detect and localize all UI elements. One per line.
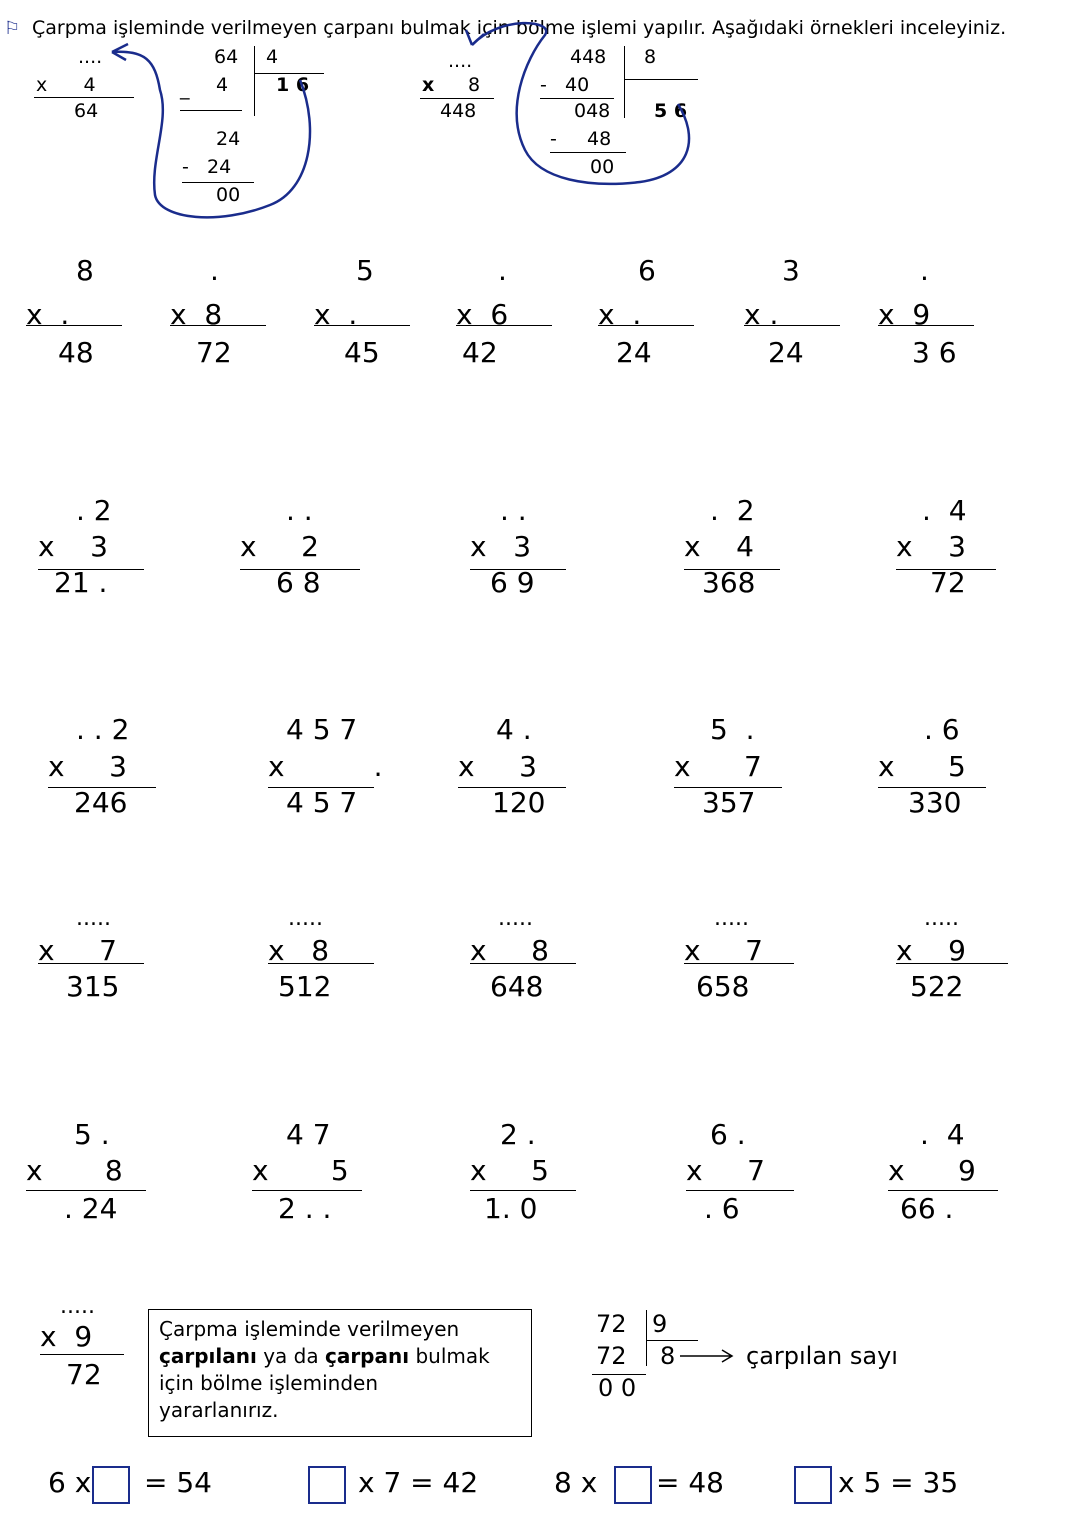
row1-problem-2-top: . [210, 254, 219, 287]
row4-problem-2-result: 512 [278, 970, 332, 1003]
row3-problem-1-result: 246 [74, 786, 128, 819]
info-line-4: yararlanırız. [159, 1398, 279, 1422]
ex1-sub2: - 24 [182, 156, 232, 178]
row1-problem-6-mult: x . [744, 298, 779, 331]
row5-problem-5-top: . 4 [920, 1118, 965, 1151]
side-sub: 72 [596, 1342, 627, 1370]
row4-problem-3-result: 648 [490, 970, 544, 1003]
row4-problem-2-line [268, 963, 374, 964]
row2-problem-4-mult: x 4 [684, 530, 754, 563]
row4-problem-3-top: ..... [498, 906, 533, 931]
row1-problem-2-line [170, 325, 266, 326]
row5-problem-1-result: . 24 [64, 1192, 118, 1225]
ex2-rem2: 00 [590, 156, 615, 178]
row4-problem-2-mult: x 8 [268, 934, 330, 967]
row2-problem-1-mult: x 3 [38, 530, 108, 563]
row3-problem-2-mult: x . [268, 750, 383, 783]
row3-problem-1-mult: x 3 [48, 750, 127, 783]
row1-problem-2-result: 72 [196, 336, 232, 369]
info-line-2 [159, 1343, 521, 1370]
row5-problem-5-line [888, 1190, 998, 1191]
side-rem: 0 0 [598, 1374, 637, 1402]
row1-problem-3-result: 45 [344, 336, 380, 369]
row3-problem-5-mult: x 5 [878, 750, 966, 783]
last-top: ..... [60, 1294, 95, 1319]
row4-problem-3-line [470, 963, 576, 964]
row1-problem-4-mult: x 6 [456, 298, 509, 331]
ex2-result: 448 [440, 100, 477, 122]
row1-problem-4-line [456, 325, 552, 326]
eq1-right: = 54 [144, 1466, 212, 1499]
row4-problem-4-top: ..... [714, 906, 749, 931]
row1-problem-7-mult: x 9 [878, 298, 931, 331]
info-box [148, 1309, 532, 1437]
row3-problem-3-result: 120 [492, 786, 546, 819]
row4-problem-2-top: ..... [288, 906, 323, 931]
row4-problem-1-line [38, 963, 144, 964]
row1-problem-3-mult: x . [314, 298, 358, 331]
row2-problem-3-mult: x 3 [470, 530, 532, 563]
row4-problem-1-top: ..... [76, 906, 111, 931]
ex2-div-vline [624, 46, 625, 118]
row5-problem-2-result: 2 . . [278, 1192, 332, 1225]
ex1-rem2: 00 [216, 184, 241, 206]
ex1-divisor: 4 [266, 46, 279, 68]
row3-problem-1-top: . . 2 [76, 713, 130, 746]
eq2-answer-box[interactable] [308, 1466, 346, 1504]
row5-problem-1-line [26, 1190, 146, 1191]
row1-problem-6-top: 3 [782, 254, 800, 287]
ex1-dividend: 64 [214, 46, 239, 68]
row2-problem-3-result: 6 9 [490, 566, 535, 599]
row1-problem-3-line [314, 325, 410, 326]
row1-problem-5-top: 6 [638, 254, 656, 287]
row5-problem-2-top: 4 7 [286, 1118, 331, 1151]
info-bold-2: çarpanı [324, 1344, 410, 1368]
row2-problem-2-mult: x 2 [240, 530, 319, 563]
eq3-answer-box[interactable] [614, 1466, 652, 1504]
ex2-dividend: 448 [570, 46, 607, 68]
row5-problem-2-mult: x 5 [252, 1154, 349, 1187]
info-mid-2: bulmak [409, 1344, 490, 1368]
ex1-result: 64 [74, 100, 99, 122]
row1-problem-5-mult: x . [598, 298, 642, 331]
eq2-right: x 7 = 42 [358, 1466, 479, 1499]
row4-problem-1-mult: x 7 [38, 934, 117, 967]
row5-problem-5-result: 66 . [900, 1192, 954, 1225]
side-label: çarpılan sayı [746, 1342, 898, 1370]
row3-problem-4-top: 5 . [710, 713, 755, 746]
eq3-right: = 48 [656, 1466, 724, 1499]
row1-problem-6-line [744, 325, 840, 326]
eq1-left: 6 x [48, 1466, 92, 1499]
side-quotient: 8 [660, 1342, 676, 1370]
row2-problem-3-top: . . [500, 494, 527, 527]
ex2-sub2: - 48 [550, 128, 612, 150]
row5-problem-3-line [470, 1190, 576, 1191]
row2-problem-5-mult: x 3 [896, 530, 966, 563]
row3-problem-5-top: . 6 [924, 713, 960, 746]
row5-problem-3-result: 1. 0 [484, 1192, 538, 1225]
ex2-divisor: 8 [644, 46, 657, 68]
row1-problem-3-top: 5 [356, 254, 374, 287]
side-vline [646, 1310, 647, 1366]
row5-problem-4-mult: x 7 [686, 1154, 765, 1187]
row1-problem-1-top: 8 [76, 254, 94, 287]
row2-problem-2-top: . . [286, 494, 313, 527]
row3-problem-5-result: 330 [908, 786, 962, 819]
row4-problem-5-top: ..... [924, 906, 959, 931]
ex2-quotient: 5 6 [654, 100, 688, 122]
ex1-quotient: 1 6 [276, 74, 310, 96]
eq3-left: 8 x [554, 1466, 598, 1499]
info-line-1: Çarpma işleminde verilmeyen [159, 1317, 460, 1341]
ex1-line [34, 97, 134, 98]
row5-problem-4-top: 6 . [710, 1118, 746, 1151]
info-mid-1: ya da [256, 1344, 325, 1368]
side-dividend: 72 [596, 1310, 627, 1338]
last-line [40, 1354, 124, 1355]
ex1-sub1: 4 [216, 74, 229, 96]
row1-problem-1-line [26, 325, 122, 326]
row1-problem-2-mult: x 8 [170, 298, 223, 331]
eq4-right: x 5 = 35 [838, 1466, 959, 1499]
row4-problem-5-result: 522 [910, 970, 964, 1003]
row5-problem-4-line [686, 1190, 794, 1191]
row2-problem-1-top: . 2 [76, 494, 112, 527]
row4-problem-4-mult: x 7 [684, 934, 763, 967]
instruction-text: Çarpma işleminde verilmeyen çarpanı bulmak için bölme işlemi yapılır. Aşağıdaki örnekleri inceleyiniz. [32, 17, 1007, 39]
side-divisor: 9 [652, 1310, 668, 1338]
row1-problem-1-mult: x . [26, 298, 70, 331]
ex2-top: .... [448, 50, 473, 72]
row1-problem-7-result: 3 6 [912, 336, 957, 369]
ex2-line [420, 98, 494, 99]
ex1-rem1: 24 [216, 128, 241, 150]
last-result: 72 [66, 1358, 102, 1391]
row5-problem-4-result: . 6 [704, 1192, 740, 1225]
ex1-top: .... [78, 46, 103, 68]
ex2-div-hline [624, 79, 698, 80]
row1-problem-4-result: 42 [462, 336, 498, 369]
row4-problem-4-line [684, 963, 794, 964]
ex2-mult: 8 [468, 74, 481, 96]
side-hline [646, 1340, 698, 1341]
row1-problem-1-result: 48 [58, 336, 94, 369]
row4-problem-4-result: 658 [696, 970, 750, 1003]
row3-problem-2-result: 4 5 7 [286, 786, 358, 819]
row2-problem-2-result: 6 8 [276, 566, 321, 599]
ex2-sub1: - 40 [540, 74, 590, 96]
info-bold-1: çarpılanı [159, 1344, 257, 1368]
ex2-rem1: 048 [574, 100, 611, 122]
ex1-sub-line [180, 110, 242, 111]
row3-problem-2-top: 4 5 7 [286, 713, 358, 746]
flag-icon: ⚐ [4, 18, 21, 39]
row1-problem-7-top: . [920, 254, 929, 287]
row5-problem-3-mult: x 5 [470, 1154, 549, 1187]
ex2-sub-line [540, 98, 614, 99]
row2-problem-1-result: 21 . [54, 566, 108, 599]
row1-problem-5-line [598, 325, 694, 326]
row4-problem-3-mult: x 8 [470, 934, 549, 967]
row2-problem-5-result: 72 [930, 566, 966, 599]
row1-problem-4-top: . [498, 254, 507, 287]
row3-problem-3-top: 4 . [496, 713, 532, 746]
ex2-x: x [422, 74, 435, 96]
ex2-sub2-line [550, 152, 626, 153]
ex1-minus: _ [180, 78, 190, 100]
row3-problem-3-mult: x 3 [458, 750, 537, 783]
row2-problem-4-top: . 2 [710, 494, 755, 527]
last-mult: x 9 [40, 1320, 93, 1353]
row5-problem-1-mult: x 8 [26, 1154, 123, 1187]
row5-problem-2-line [252, 1190, 362, 1191]
row5-problem-5-mult: x 9 [888, 1154, 976, 1187]
row2-problem-5-top: . 4 [922, 494, 967, 527]
eq1-answer-box[interactable] [92, 1466, 130, 1504]
row1-problem-5-result: 24 [616, 336, 652, 369]
row2-problem-4-result: 368 [702, 566, 756, 599]
info-line-3: için bölme işleminden [159, 1371, 379, 1395]
row4-problem-5-line [896, 963, 1008, 964]
row4-problem-1-result: 315 [66, 970, 120, 1003]
row1-problem-6-result: 24 [768, 336, 804, 369]
ex1-mult: x 4 [36, 74, 96, 96]
row3-problem-4-result: 357 [702, 786, 756, 819]
row5-problem-3-top: 2 . [500, 1118, 536, 1151]
row1-problem-7-line [878, 325, 974, 326]
eq4-answer-box[interactable] [794, 1466, 832, 1504]
row5-problem-1-top: 5 . [74, 1118, 110, 1151]
row4-problem-5-mult: x 9 [896, 934, 966, 967]
row3-problem-4-mult: x 7 [674, 750, 762, 783]
ex1-sub2-line [182, 182, 254, 183]
ex1-div-vline [254, 46, 255, 116]
